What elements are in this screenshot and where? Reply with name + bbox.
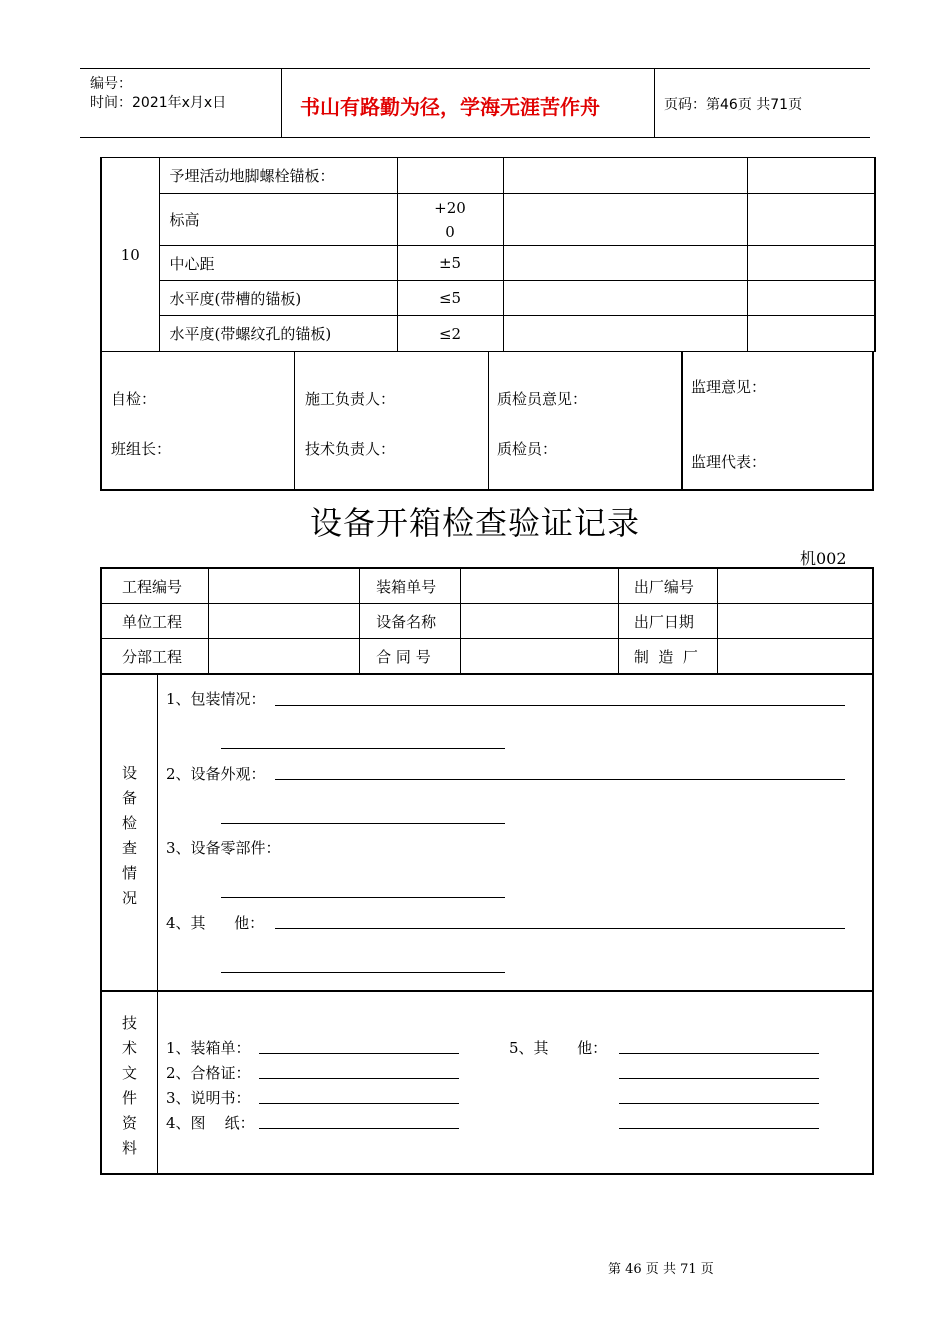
field-label: 制 造 厂 bbox=[618, 639, 717, 675]
row-cell bbox=[503, 316, 747, 352]
label-char: 检 bbox=[121, 814, 137, 832]
packing-list-line[interactable] bbox=[259, 1053, 459, 1054]
label-char: 文 bbox=[121, 1064, 137, 1082]
tech-lead-label: 技术负责人： bbox=[305, 440, 396, 458]
page-header bbox=[80, 68, 870, 138]
row-tolerance bbox=[397, 194, 503, 246]
row-tolerance bbox=[397, 158, 503, 194]
label-char: 件 bbox=[121, 1089, 137, 1107]
supervision-opinion-label: 监理意见： bbox=[691, 378, 767, 396]
label-char: 况 bbox=[121, 889, 137, 907]
field-value[interactable] bbox=[461, 604, 618, 639]
row-cell bbox=[503, 246, 747, 281]
item-number: 10 bbox=[101, 158, 159, 352]
field-value[interactable] bbox=[208, 568, 359, 604]
row-cell bbox=[747, 316, 875, 352]
parts-label: 3、设备零部件： bbox=[166, 839, 281, 857]
divider bbox=[157, 991, 158, 1173]
section-label bbox=[102, 1011, 157, 1161]
packaging-label: 1、包装情况： bbox=[166, 690, 266, 708]
row-cell bbox=[747, 158, 875, 194]
row-name: 中心距 bbox=[159, 246, 397, 281]
signoff-block bbox=[100, 351, 874, 491]
other-docs-label: 5、其 他： bbox=[509, 1039, 608, 1057]
self-check-label: 自检： bbox=[111, 390, 157, 408]
row-cell bbox=[747, 194, 875, 246]
header-divider bbox=[281, 69, 282, 137]
construction-lead-label: 施工负责人： bbox=[305, 390, 396, 408]
packaging-line[interactable] bbox=[275, 705, 845, 706]
documents-section bbox=[100, 990, 874, 1175]
label-char: 查 bbox=[121, 839, 137, 857]
row-name: 标高 bbox=[159, 194, 397, 246]
other-label: 4、其 他： bbox=[166, 914, 265, 932]
label-char: 技 bbox=[121, 1014, 137, 1032]
divider bbox=[157, 675, 158, 990]
row-name: 水平度(带螺纹孔的锚板) bbox=[159, 316, 397, 352]
serial-label: 编号： bbox=[90, 76, 132, 92]
manual-label: 3、说明书： bbox=[166, 1089, 251, 1107]
header-divider bbox=[654, 69, 655, 137]
tolerance-line: 0 bbox=[445, 222, 455, 241]
label-char: 情 bbox=[121, 864, 137, 882]
form-header-table bbox=[100, 567, 874, 675]
packing-list-label: 1、装箱单： bbox=[166, 1039, 251, 1057]
label-char: 设 bbox=[121, 764, 137, 782]
motto: 书山有路勤为径，学海无涯苦作舟 bbox=[300, 95, 600, 119]
other-docs-line-3[interactable] bbox=[619, 1103, 819, 1104]
inspection-table bbox=[100, 157, 876, 352]
packaging-line-2[interactable] bbox=[221, 748, 505, 749]
page-footer: 第 46 页 共 71 页 bbox=[608, 1262, 714, 1277]
parts-line[interactable] bbox=[221, 897, 505, 898]
row-cell bbox=[747, 246, 875, 281]
label-char: 备 bbox=[121, 789, 137, 807]
inspection-section bbox=[100, 674, 874, 992]
field-value[interactable] bbox=[208, 604, 359, 639]
field-value[interactable] bbox=[718, 568, 873, 604]
other-docs-line-2[interactable] bbox=[619, 1078, 819, 1079]
form-code: 机002 bbox=[800, 549, 847, 568]
supervision-rep-label: 监理代表： bbox=[691, 453, 767, 471]
qc-opinion-label: 质检员意见： bbox=[497, 390, 588, 408]
time-label: 时间：2021年x月x日 bbox=[90, 95, 227, 111]
field-label: 单位工程 bbox=[101, 604, 208, 639]
field-label: 出厂编号 bbox=[618, 568, 717, 604]
row-name: 予埋活动地脚螺栓锚板： bbox=[159, 158, 397, 194]
row-cell bbox=[747, 281, 875, 316]
field-label: 工程编号 bbox=[101, 568, 208, 604]
field-label: 分部工程 bbox=[101, 639, 208, 675]
row-tolerance: ≤5 bbox=[397, 281, 503, 316]
label-char: 术 bbox=[121, 1039, 137, 1057]
field-value[interactable] bbox=[461, 639, 618, 675]
field-value[interactable] bbox=[461, 568, 618, 604]
team-leader-label: 班组长： bbox=[111, 440, 172, 458]
field-value[interactable] bbox=[208, 639, 359, 675]
page-info: 页码：第46页 共71页 bbox=[664, 97, 803, 113]
row-cell bbox=[503, 158, 747, 194]
appearance-label: 2、设备外观： bbox=[166, 765, 266, 783]
form-title: 设备开箱检查验证记录 bbox=[309, 504, 640, 542]
field-label: 出厂日期 bbox=[618, 604, 717, 639]
label-char: 资 bbox=[121, 1114, 137, 1132]
certificate-label: 2、合格证： bbox=[166, 1064, 251, 1082]
row-name: 水平度(带槽的锚板) bbox=[159, 281, 397, 316]
divider bbox=[294, 352, 295, 489]
field-value[interactable] bbox=[718, 639, 873, 675]
other-line[interactable] bbox=[275, 928, 845, 929]
divider bbox=[681, 352, 683, 489]
row-tolerance: ≤2 bbox=[397, 316, 503, 352]
field-label: 设备名称 bbox=[360, 604, 461, 639]
other-line-2[interactable] bbox=[221, 972, 505, 973]
field-label: 装箱单号 bbox=[360, 568, 461, 604]
other-docs-line-4[interactable] bbox=[619, 1128, 819, 1129]
drawings-line[interactable] bbox=[259, 1128, 459, 1129]
label-char: 料 bbox=[121, 1139, 137, 1157]
row-tolerance: ±5 bbox=[397, 246, 503, 281]
qc-inspector-label: 质检员： bbox=[497, 440, 558, 458]
tolerance-line: +20 bbox=[434, 198, 466, 217]
appearance-line[interactable] bbox=[275, 779, 845, 780]
manual-line[interactable] bbox=[259, 1103, 459, 1104]
divider bbox=[488, 352, 489, 489]
field-label: 合 同 号 bbox=[360, 639, 461, 675]
other-docs-line[interactable] bbox=[619, 1053, 819, 1054]
certificate-line[interactable] bbox=[259, 1078, 459, 1079]
row-cell bbox=[503, 281, 747, 316]
field-value[interactable] bbox=[718, 604, 873, 639]
drawings-label: 4、图 纸： bbox=[166, 1114, 255, 1132]
section-label bbox=[102, 761, 157, 911]
appearance-line-2[interactable] bbox=[221, 823, 505, 824]
row-cell bbox=[503, 194, 747, 246]
